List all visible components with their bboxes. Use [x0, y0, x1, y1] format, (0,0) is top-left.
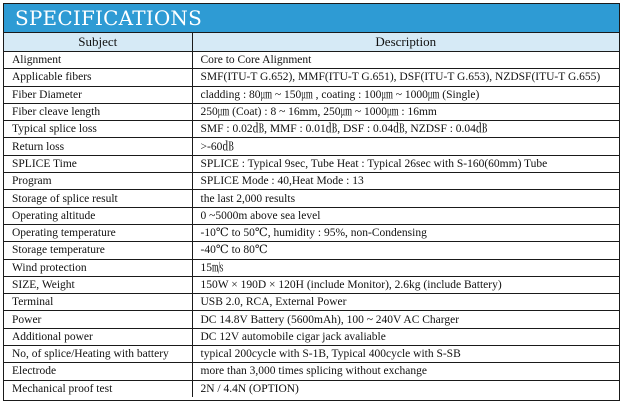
description-cell: SPLICE : Typical 9sec, Tube Heat : Typical 26sec with S-160(60mm) Tube	[192, 155, 619, 172]
header-row	[4, 33, 619, 52]
subject-cell: Mechanical proof test	[4, 380, 192, 397]
subject-cell: Electrode	[4, 363, 192, 380]
description-cell: more than 3,000 times splicing without exchange	[192, 363, 619, 380]
description-cell: cladding : 80㎛ ~ 150㎛ , coating : 100㎛ ~ 1000㎛ (Single)	[192, 86, 619, 103]
table-row	[4, 69, 619, 86]
subject-cell: Additional power	[4, 328, 192, 345]
table-row	[4, 173, 619, 190]
table-row	[4, 294, 619, 311]
table-row	[4, 363, 619, 380]
page-title: SPECIFICATIONS	[4, 4, 619, 33]
description-cell: 15㎧	[192, 259, 619, 276]
description-cell: -40℃ to 80℃	[192, 242, 619, 259]
table-row	[4, 328, 619, 345]
description-cell: Core to Core Alignment	[192, 52, 619, 69]
subject-cell: SIZE, Weight	[4, 276, 192, 293]
description-cell: SMF : 0.02㏈, MMF : 0.01㏈, DSF : 0.04㏈, NZDSF : 0.04㏈	[192, 121, 619, 138]
table-row	[4, 138, 619, 155]
subject-cell: Alignment	[4, 52, 192, 69]
column-header-description: Description	[192, 33, 619, 52]
table-row	[4, 346, 619, 363]
column-header-subject: Subject	[4, 33, 192, 52]
table-row	[4, 259, 619, 276]
table-row	[4, 380, 619, 397]
description-cell: SMF(ITU-T G.652), MMF(ITU-T G.651), DSF(ITU-T G.653), NZDSF(ITU-T G.655)	[192, 69, 619, 86]
table-row	[4, 311, 619, 328]
description-cell: 0 ~5000m above sea level	[192, 207, 619, 224]
spec-body	[4, 52, 619, 397]
table-row	[4, 52, 619, 69]
subject-cell: Power	[4, 311, 192, 328]
subject-cell: Program	[4, 173, 192, 190]
subject-cell: Applicable fibers	[4, 69, 192, 86]
subject-cell: Typical splice loss	[4, 121, 192, 138]
description-cell: DC 14.8V Battery (5600mAh), 100 ~ 240V AC Charger	[192, 311, 619, 328]
table-row	[4, 224, 619, 241]
subject-cell: Operating altitude	[4, 207, 192, 224]
subject-cell: Fiber Diameter	[4, 86, 192, 103]
description-cell: >-60㏈	[192, 138, 619, 155]
description-cell: SPLICE Mode : 40,Heat Mode : 13	[192, 173, 619, 190]
description-cell: the last 2,000 results	[192, 190, 619, 207]
subject-cell: Storage of splice result	[4, 190, 192, 207]
table-row	[4, 276, 619, 293]
table-row	[4, 242, 619, 259]
table-row	[4, 207, 619, 224]
specifications-sheet	[3, 3, 620, 401]
table-row	[4, 155, 619, 172]
description-cell: DC 12V automobile cigar jack avaliable	[192, 328, 619, 345]
subject-cell: Return loss	[4, 138, 192, 155]
description-cell: 250㎛ (Coat) : 8 ~ 16mm, 250㎛ ~ 1000㎛ : 16mm	[192, 103, 619, 120]
table-row	[4, 190, 619, 207]
subject-cell: Terminal	[4, 294, 192, 311]
description-cell: -10℃ to 50℃, humidity : 95%, non-Condensing	[192, 224, 619, 241]
subject-cell: No, of splice/Heating with battery	[4, 346, 192, 363]
table-row	[4, 86, 619, 103]
subject-cell: Fiber cleave length	[4, 103, 192, 120]
description-cell: 2N / 4.4N (OPTION)	[192, 380, 619, 397]
subject-cell: SPLICE Time	[4, 155, 192, 172]
table-row	[4, 103, 619, 120]
description-cell: 150W × 190D × 120H (include Monitor), 2.6kg (include Battery)	[192, 276, 619, 293]
description-cell: USB 2.0, RCA, External Power	[192, 294, 619, 311]
table-row	[4, 121, 619, 138]
subject-cell: Storage temperature	[4, 242, 192, 259]
spec-table	[4, 33, 619, 397]
subject-cell: Operating temperature	[4, 224, 192, 241]
description-cell: typical 200cycle with S-1B, Typical 400cycle with S-SB	[192, 346, 619, 363]
subject-cell: Wind protection	[4, 259, 192, 276]
